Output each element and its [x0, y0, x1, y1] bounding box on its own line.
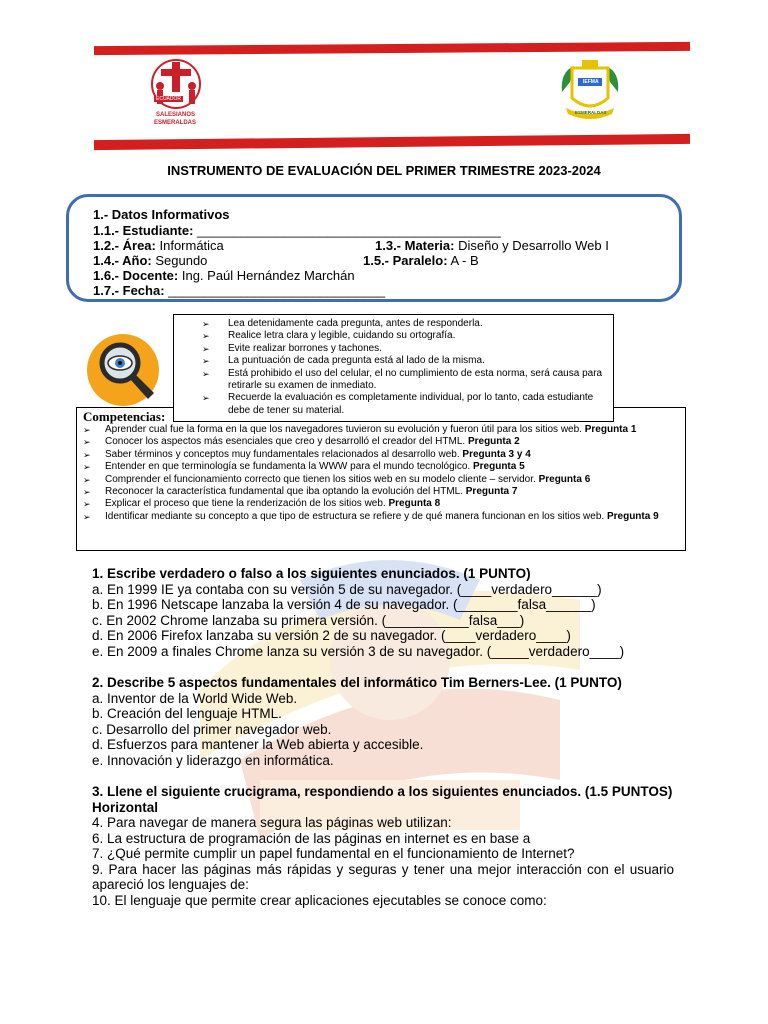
question-1-item: a. En 1999 IE ya contaba con su versión 5 de su navegador. (____verdadero______): [92, 581, 602, 597]
estudiante-field: __________________________________________: [193, 223, 501, 238]
logo-left-line-3: ESMERALDAS: [154, 120, 197, 126]
info-docente: [93, 268, 355, 283]
question-2-item: c. Desarrollo del primer navegador web.: [92, 721, 332, 737]
question-1-item: b. En 1996 Netscape lanzaba la versión 4 de su navegador. (________falsa______): [92, 597, 596, 612]
page-title: INSTRUMENTO DE EVALUACIÓN DEL PRIMER TRIMESTRE 2023-2024: [167, 163, 601, 178]
info-fecha: [93, 283, 385, 298]
question-1-item: d. En 2006 Firefox lanzaba su versión 2 de su navegador. (____verdadero____): [92, 628, 571, 643]
question-3-title: 3. Llene el siguiente crucigrama, respondiendo a los siguientes enunciados. (1.5 PUNTOS): [92, 784, 673, 799]
materia-value: Diseño y Desarrollo Web I: [454, 238, 609, 253]
paralelo-value: A - B: [447, 253, 479, 268]
question-3-item: 6. La estructura de programación de las páginas en internet es en base a: [92, 830, 531, 846]
area-label: 1.2.- Área:: [93, 238, 156, 253]
estudiante-label: 1.1.- Estudiante:: [93, 223, 194, 238]
info-area: [93, 238, 224, 253]
competencia-item: ➢ Comprender el funcionamiento correcto que tienen los sitios web en su modelo cliente – servidor. Pregunta 6: [83, 474, 679, 486]
info-paralelo: [363, 253, 479, 268]
instructions-list: [202, 318, 605, 417]
info-heading: 1.- Datos Informativos: [93, 207, 230, 222]
question-2-item: e. Innovación y liderazgo en informática.: [92, 752, 334, 768]
instruction-item: ➢ Lea detenidamente cada pregunta, antes de responderla.: [202, 318, 605, 330]
competencias-title: Competencias:: [83, 409, 166, 424]
questions-section: [92, 566, 674, 908]
question-1-item: c. En 2002 Chrome lanzaba su primera versión. (___________falsa___): [92, 612, 525, 628]
instruction-item: ➢ Evite realizar borrones y tachones.: [202, 343, 605, 355]
docente-value: Ing. Paúl Hernández Marchán: [178, 268, 355, 283]
competencia-item: ➢ Entender en que terminología se fundamenta la WWW para el mundo tecnológico. Pregunta 5: [83, 461, 679, 473]
salesianos-logo: [148, 56, 204, 136]
school-crest-logo: [556, 58, 624, 128]
competencia-item: ➢ Explicar el proceso que tiene la renderización de los sitios web. Pregunta 8: [83, 498, 679, 510]
competencias-list: [83, 424, 679, 523]
anio-label: 1.4.- Año:: [93, 253, 152, 268]
question-1-item: e. En 2009 a finales Chrome lanza su versión 3 de su navegador. (_____verdadero____): [92, 643, 625, 659]
question-3-item: 4. Para navegar de manera segura las páginas web utilizan:: [92, 815, 452, 830]
logo-left-line-1: ECUADOR: [156, 96, 182, 102]
datos-informativos-box: [66, 194, 682, 302]
instruction-item: ➢ Realice letra clara y legible, cuidando su ortografía.: [202, 330, 605, 342]
info-estudiante: [93, 223, 501, 238]
logo-right-line-1: IEFMA: [583, 79, 599, 85]
competencia-item: ➢ Identificar mediante su concepto a que tipo de estructura se refiere y de qué manera funcionan en los sitios web. Pregunta 9: [83, 511, 679, 523]
question-2-item: a. Inventor de la World Wide Web.: [92, 690, 298, 706]
fecha-label: 1.7.- Fecha:: [93, 283, 165, 298]
question-3-item: 7. ¿Qué permite cumplir un papel fundamental en el funcionamiento de Internet?: [92, 846, 575, 861]
question-1-title: 1. Escribe verdadero o falso a los siguientes enunciados. (1 PUNTO): [92, 566, 531, 581]
competencia-item: ➢ Aprender cual fue la forma en la que los navegadores tuvieron su evolución y fueron útil para los sitios web. Pregunta 1: [83, 424, 679, 436]
logo-right-line-2: ESMERALDAS: [575, 110, 607, 115]
competencia-item: ➢ Reconocer la característica fundamental que iba optando la evolución del HTML. Pregunta 7: [83, 486, 679, 498]
magnifier-eye-icon: [86, 333, 160, 407]
competencias-box: [76, 407, 686, 551]
question-3-item: 10. El lenguaje que permite crear aplicaciones ejecutables se conoce como:: [92, 892, 547, 908]
competencia-item: ➢ Saber términos y conceptos muy fundamentales relacionados al desarrollo web. Pregunta 3 y 4: [83, 449, 679, 461]
instruction-item: ➢ Está prohibido el uso del celular, el no cumplimiento de esta norma, será causa para retirarle su examen de inmediato.: [202, 368, 605, 393]
instruction-item: ➢ La puntuación de cada pregunta está al lado de la misma.: [202, 355, 605, 367]
docente-label: 1.6.- Docente:: [93, 268, 179, 283]
paralelo-label: 1.5.- Paralelo:: [363, 253, 448, 268]
question-2-title: 2. Describe 5 aspectos fundamentales del informático Tim Berners-Lee. (1 PUNTO): [92, 675, 622, 690]
salesianos-emblem-icon: [148, 56, 204, 112]
question-3-subtitle: Horizontal: [92, 799, 158, 815]
header-bottom-bar: [94, 134, 690, 150]
anio-value: Segundo: [151, 253, 208, 268]
question-3-item: 9. Para hacer las páginas más rápidas y seguras y tener una mejor interacción con el usuario apareció los lenguajes de:: [92, 861, 674, 892]
logo-left-line-2: SALESIANOS: [156, 112, 196, 118]
info-anio: [93, 253, 207, 268]
instructions-box: [173, 314, 614, 422]
fecha-field: ______________________________: [164, 283, 386, 298]
spacer: [92, 768, 674, 784]
school-crest-icon: [556, 58, 624, 128]
spacer: [92, 659, 674, 675]
question-2-item: b. Creación del lenguaje HTML.: [92, 706, 282, 721]
header-top-bar: [94, 42, 690, 55]
materia-label: 1.3.- Materia:: [375, 238, 455, 253]
instruction-item: ➢ Recuerde la evaluación es completamente individual, por lo tanto, cada estudiante debe de tener su material.: [202, 392, 605, 417]
question-2-item: d. Esfuerzos para mantener la Web abierta y accesible.: [92, 737, 424, 752]
competencia-item: ➢ Conocer los aspectos más esenciales que creo y desarrolló el creador del HTML. Pregunta 2: [83, 436, 679, 448]
info-materia: [375, 238, 609, 253]
area-value: Informática: [155, 238, 224, 253]
